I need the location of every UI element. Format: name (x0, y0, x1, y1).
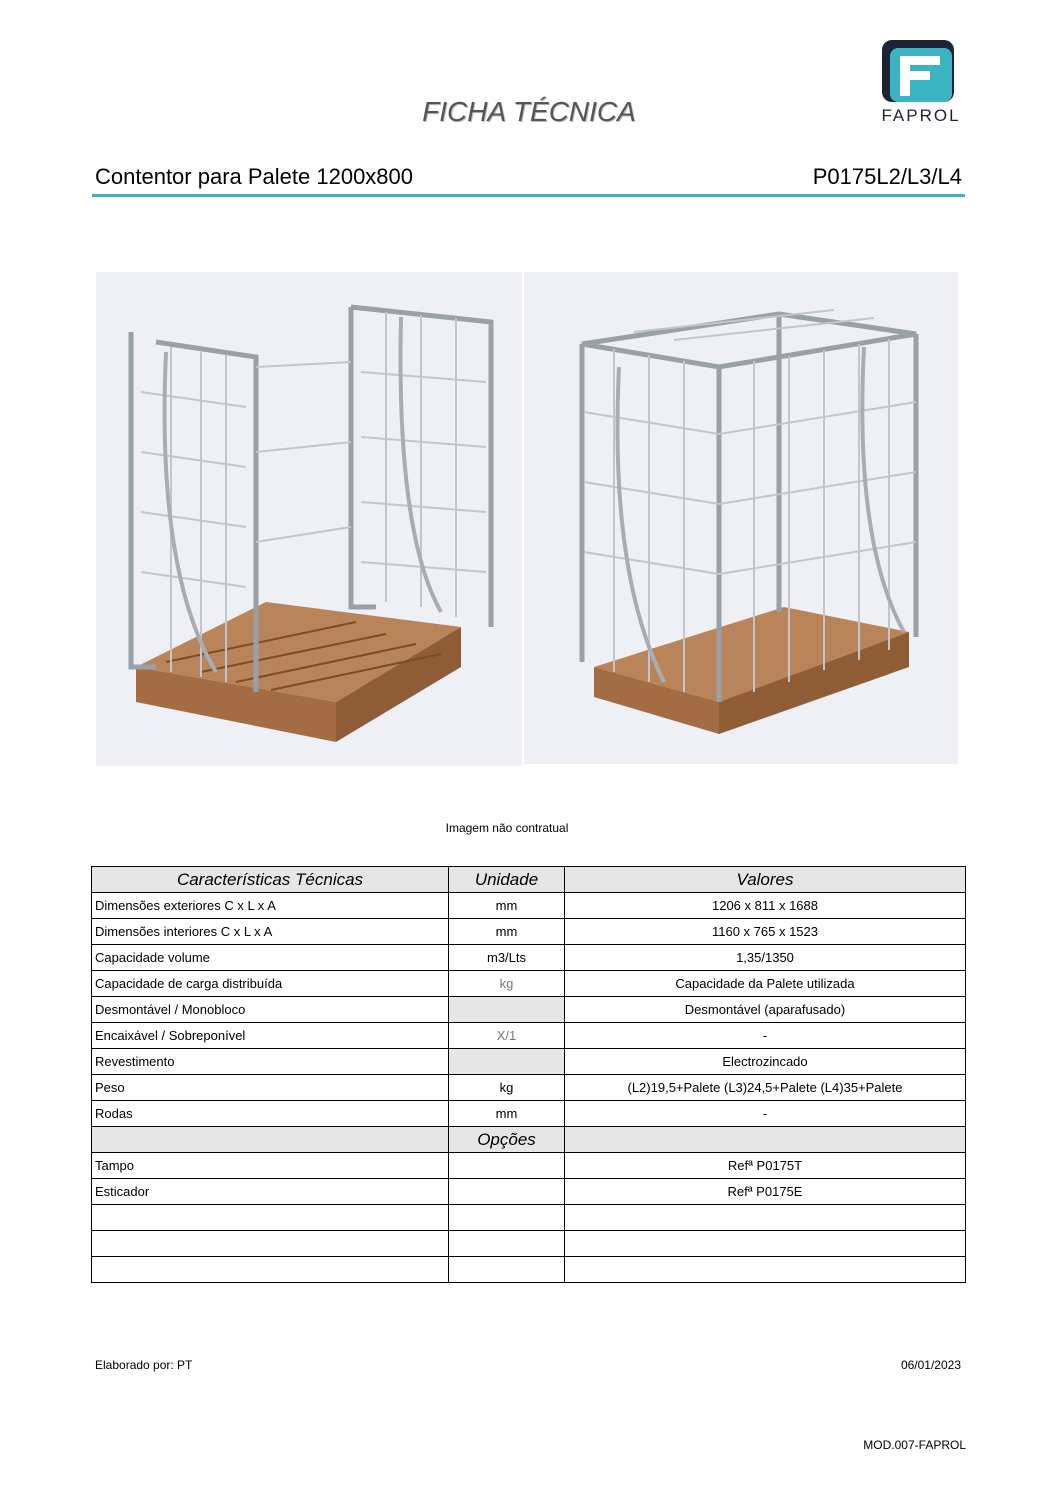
table-row (92, 919, 966, 945)
row-label: Capacidade volume (92, 945, 449, 971)
table-header-row (92, 867, 966, 893)
row-label: Dimensões interiores C x L x A (92, 919, 449, 945)
row-label: Encaixável / Sobreponível (92, 1023, 449, 1049)
row-unit (449, 997, 565, 1023)
option-unit (449, 1153, 565, 1179)
row-unit: kg (449, 1075, 565, 1101)
options-spacer (565, 1127, 966, 1153)
row-value: (L2)19,5+Palete (L3)24,5+Palete (L4)35+Palete (565, 1075, 966, 1101)
footer-date: 06/01/2023 (900, 1358, 961, 1372)
row-value: 1160 x 765 x 1523 (565, 919, 966, 945)
options-label: Opções (449, 1127, 565, 1153)
option-value (565, 1231, 966, 1257)
row-label: Dimensões exteriores C x L x A (92, 893, 449, 919)
row-unit: kg (449, 971, 565, 997)
table-row (92, 1023, 966, 1049)
table-row (92, 1101, 966, 1127)
table-row (92, 1049, 966, 1075)
option-unit (449, 1179, 565, 1205)
row-label: Rodas (92, 1101, 449, 1127)
table-row (92, 1257, 966, 1283)
product-image-open (96, 272, 522, 766)
table-row (92, 1075, 966, 1101)
row-label: Desmontável / Monobloco (92, 997, 449, 1023)
table-row (92, 893, 966, 919)
table-row (92, 1153, 966, 1179)
row-value: Electrozincado (565, 1049, 966, 1075)
row-value: 1,35/1350 (565, 945, 966, 971)
row-label: Capacidade de carga distribuída (92, 971, 449, 997)
option-unit (449, 1257, 565, 1283)
row-unit: X/1 (449, 1023, 565, 1049)
table-row (92, 1231, 966, 1257)
row-unit: m3/Lts (449, 945, 565, 971)
option-label (92, 1257, 449, 1283)
table-row (92, 945, 966, 971)
option-value: Refª P0175E (565, 1179, 966, 1205)
row-label: Revestimento (92, 1049, 449, 1075)
document-title: FICHA TÉCNICA (422, 96, 636, 127)
footer-model-code: MOD.007-FAPROL (863, 1438, 966, 1452)
row-value: Capacidade da Palete utilizada (565, 971, 966, 997)
option-value: Refª P0175T (565, 1153, 966, 1179)
table-row (92, 1179, 966, 1205)
row-value: - (565, 1101, 966, 1127)
row-value: - (565, 1023, 966, 1049)
header-value: Valores (565, 867, 966, 893)
option-value (565, 1205, 966, 1231)
header-divider (92, 194, 965, 197)
option-label (92, 1205, 449, 1231)
logo-wordmark: FAPROL (881, 106, 961, 125)
row-label: Peso (92, 1075, 449, 1101)
header-characteristic: Características Técnicas (92, 867, 449, 893)
footer-author: Elaborado por: PT (95, 1358, 193, 1372)
option-unit (449, 1231, 565, 1257)
options-spacer (92, 1127, 449, 1153)
product-code: P0175L2/L3/L4 (812, 164, 962, 189)
option-value (565, 1257, 966, 1283)
row-unit: mm (449, 919, 565, 945)
spec-table (91, 866, 966, 1283)
product-name: Contentor para Palete 1200x800 (95, 164, 414, 189)
row-unit: mm (449, 893, 565, 919)
table-row (92, 997, 966, 1023)
option-label: Tampo (92, 1153, 449, 1179)
row-value: Desmontável (aparafusado) (565, 997, 966, 1023)
image-disclaimer: Imagem não contratual (445, 821, 569, 835)
row-unit: mm (449, 1101, 565, 1127)
header-unit: Unidade (449, 867, 565, 893)
table-row (92, 1205, 966, 1231)
product-image-assembled (524, 272, 958, 764)
option-label: Esticador (92, 1179, 449, 1205)
option-unit (449, 1205, 565, 1231)
row-unit (449, 1049, 565, 1075)
row-value: 1206 x 811 x 1688 (565, 893, 966, 919)
options-header-row (92, 1127, 966, 1153)
table-row (92, 971, 966, 997)
option-label (92, 1231, 449, 1257)
